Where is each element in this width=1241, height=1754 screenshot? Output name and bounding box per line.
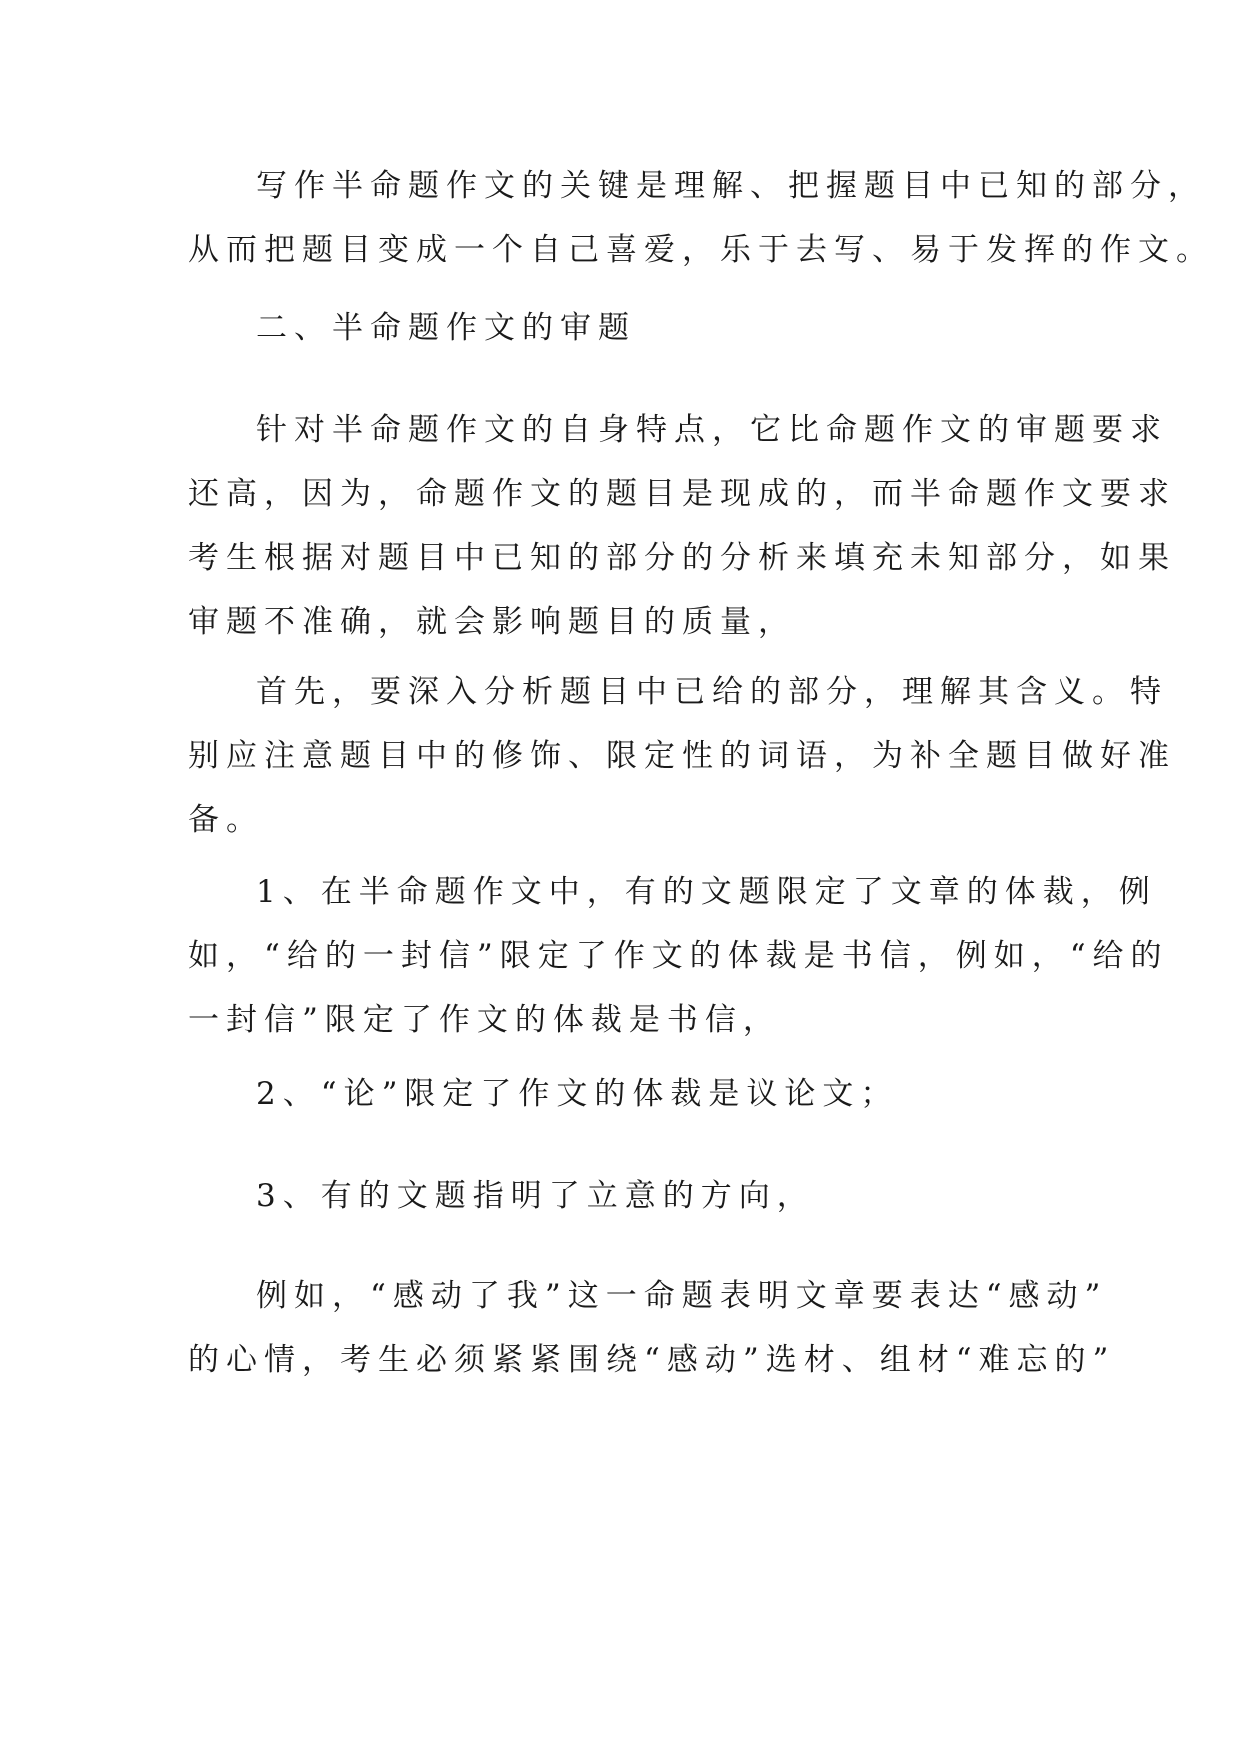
text-line: 例如，“感动了我”这一命题表明文章要表达“感动” [256,1278,1108,1314]
heading-text: 二、半命题作文的审题 [256,310,636,346]
text-line: 还高，因为，命题作文的题目是现成的，而半命题作文要求 [188,476,1176,512]
text-line: 备。 [188,802,264,838]
text-line: 审题不准确，就会影响题目的质量， [188,604,796,640]
paragraph-point-2 [188,1062,898,1126]
paragraph-first-step [188,660,1176,852]
text-line: 的心情，考生必须紧紧围绕“感动”选材、组材“难忘的” [188,1342,1116,1378]
paragraph-analysis [188,398,1176,654]
paragraph-point-1 [188,860,1169,1052]
text-line: 考生根据对题目中已知的部分的分析来填充未知部分，如果 [188,540,1176,576]
text-line: 写作半命题作文的关键是理解、把握题目中已知的部分， [256,168,1206,204]
text-line: 1、在半命题作文中，有的文题限定了文章的体裁，例 [256,874,1157,910]
text-line: 2、“论”限定了作文的体裁是议论文； [256,1076,899,1112]
text-line: 针对半命题作文的自身特点，它比命题作文的审题要求 [256,412,1168,448]
paragraph-intro [188,154,1214,282]
paragraph-point-3 [188,1164,815,1228]
text-line: 别应注意题目中的修饰、限定性的词语，为补全题目做好准 [188,738,1176,774]
text-line: 如，“给的一封信”限定了作文的体裁是书信，例如，“给的 [188,938,1169,974]
text-line: 一封信”限定了作文的体裁是书信， [188,1002,781,1038]
paragraph-example [188,1264,1115,1392]
section-heading [188,296,636,360]
text-line: 3、有的文题指明了立意的方向， [256,1178,815,1214]
text-line: 首先，要深入分析题目中已给的部分，理解其含义。特 [256,674,1168,710]
text-line: 从而把题目变成一个自己喜爱，乐于去写、易于发挥的作文。 [188,232,1214,268]
